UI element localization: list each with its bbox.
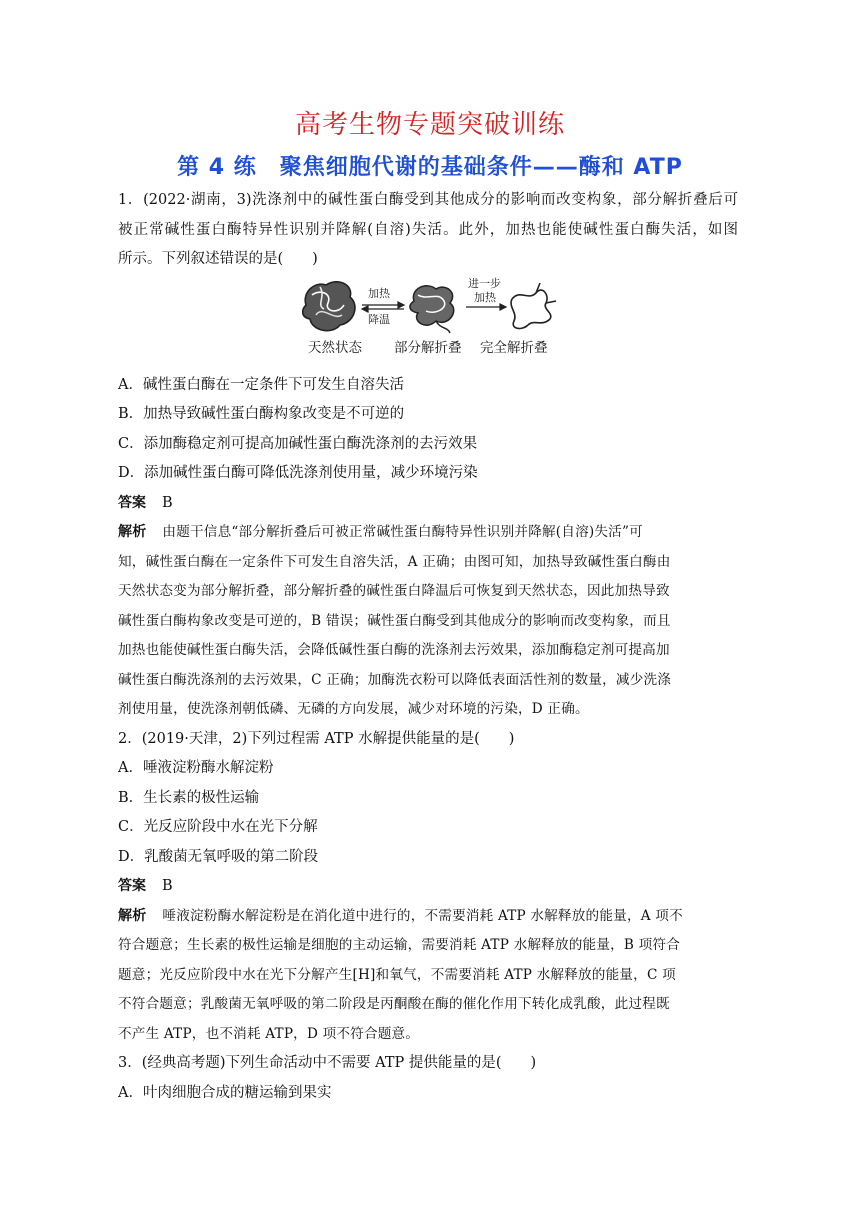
question-3 — [118, 1049, 738, 1108]
document-subtitle: 第 4 练 聚焦细胞代谢的基础条件——酶和 ATP — [177, 155, 683, 180]
analysis-line — [118, 902, 738, 932]
analysis-line: 剂使用量，使洗涤剂朝低磷、无磷的方向发展，减少对环境的污染，D 正确。 — [118, 701, 589, 717]
answer-label: 答案 — [118, 494, 146, 511]
arrow-label-heat-2: 加热 — [474, 290, 496, 304]
analysis-line — [118, 518, 738, 548]
analysis-label: 解析 — [118, 907, 147, 924]
analysis-line: 碱性蛋白酶洗涤剂的去污效果，C 正确；加酶洗衣粉可以降低表面活性剂的数量，减少洗涤 — [118, 671, 672, 688]
question-1 — [118, 186, 738, 725]
caption-partially-unfolded: 部分解折叠 — [394, 339, 462, 356]
document-title: 高考生物专题突破训练 — [294, 110, 565, 140]
analysis-line: 题意；光反应阶段中水在光下分解产生[H]和氧气，不需要消耗 ATP 水解释放的能量，C 项 — [118, 966, 676, 983]
analysis-line: 加热也能使碱性蛋白酶失活，会降低碱性蛋白酶的洗涤剂去污效果，添加酶稳定剂可提高加 — [118, 642, 670, 658]
partially-unfolded-protein-image — [410, 285, 454, 332]
analysis-line: 碱性蛋白酶构象改变是可逆的，B 错误；碱性蛋白酶受到其他成分的影响而改变构象，而且 — [118, 612, 671, 629]
native-state-protein-image — [303, 281, 355, 330]
answer-line — [118, 489, 738, 519]
answer-value: B — [162, 494, 173, 511]
protein-folding-diagram — [298, 275, 568, 337]
analysis-line: 不符合题意；乳酸菌无氧呼吸的第二阶段是丙酮酸在酶的催化作用下转化成乳酸，此过程既 — [118, 996, 670, 1012]
caption-native-state: 天然状态 — [308, 339, 362, 356]
option-a: A．唾液淀粉酶水解淀粉 — [118, 760, 274, 776]
question-stem-line: 被正常碱性蛋白酶特异性识别并降解(自溶)失活。此外，加热也能使碱性蛋白酶失活，如图 — [118, 221, 738, 238]
question-stem-line: 2．(2019·天津，2)下列过程需 ATP 水解提供能量的是( ) — [118, 730, 515, 747]
caption-fully-unfolded: 完全解折叠 — [480, 339, 548, 356]
answer-label: 答案 — [118, 878, 146, 894]
arrow-label-heat: 加热 — [368, 286, 390, 300]
analysis-line: 不产生 ATP，也不消耗 ATP，D 项不符合题意。 — [118, 1025, 420, 1042]
option-d: D．乳酸菌无氧呼吸的第二阶段 — [118, 848, 319, 865]
answer-value: B — [162, 878, 173, 894]
analysis-text: 唾液淀粉酶水解淀粉是在消化道中进行的，不需要消耗 ATP 水解释放的能量，A 项不 — [162, 907, 683, 924]
analysis-label: 解析 — [118, 524, 147, 540]
answer-line — [118, 872, 738, 902]
option-a: A．碱性蛋白酶在一定条件下可发生自溶失活 — [118, 376, 404, 393]
fully-unfolded-protein-image — [511, 283, 556, 328]
arrow-label-further: 进一步 — [468, 276, 501, 290]
option-b: B．生长素的极性运输 — [118, 789, 260, 806]
question-stem-line: 1．(2022·湖南，3)洗涤剂中的碱性蛋白酶受到其他成分的影响而改变构象，部分解折叠后可 — [118, 192, 738, 208]
option-b: B．加热导致碱性蛋白酶构象改变是不可逆的 — [118, 406, 405, 422]
question-stem-line: 所示。下列叙述错误的是( ) — [118, 251, 318, 267]
further-heat-arrow — [466, 304, 506, 310]
question-stem-line: 3．(经典高考题)下列生命活动中不需要 ATP 提供能量的是( ) — [118, 1055, 537, 1071]
analysis-line: 符合题意；生长素的极性运输是细胞的主动运输，需要消耗 ATP 水解释放的能量，B 项符合 — [118, 937, 681, 953]
question-2 — [118, 725, 738, 1050]
option-d: D．添加碱性蛋白酶可降低洗涤剂使用量，减少环境污染 — [118, 465, 478, 481]
analysis-line: 知，碱性蛋白酶在一定条件下可发生自溶失活，A 正确；由图可知，加热导致碱性蛋白酶由 — [118, 553, 671, 570]
option-c: C．添加酶稳定剂可提高加碱性蛋白酶洗涤剂的去污效果 — [118, 435, 478, 452]
analysis-line: 天然状态变为部分解折叠，部分解折叠的碱性蛋白降温后可恢复到天然状态，因此加热导致 — [118, 583, 670, 599]
enzyme-unfolding-figure — [118, 275, 738, 371]
analysis-text: 由题干信息“部分解折叠后可被正常碱性蛋白酶特异性识别并降解(自溶)失活”可 — [162, 524, 643, 540]
option-c: C．光反应阶段中水在光下分解 — [118, 819, 318, 835]
option-a: A．叶肉细胞合成的糖运输到果实 — [118, 1084, 332, 1101]
heat-cool-arrows — [362, 302, 404, 312]
question-content — [118, 186, 738, 1108]
arrow-label-cool: 降温 — [368, 312, 390, 326]
